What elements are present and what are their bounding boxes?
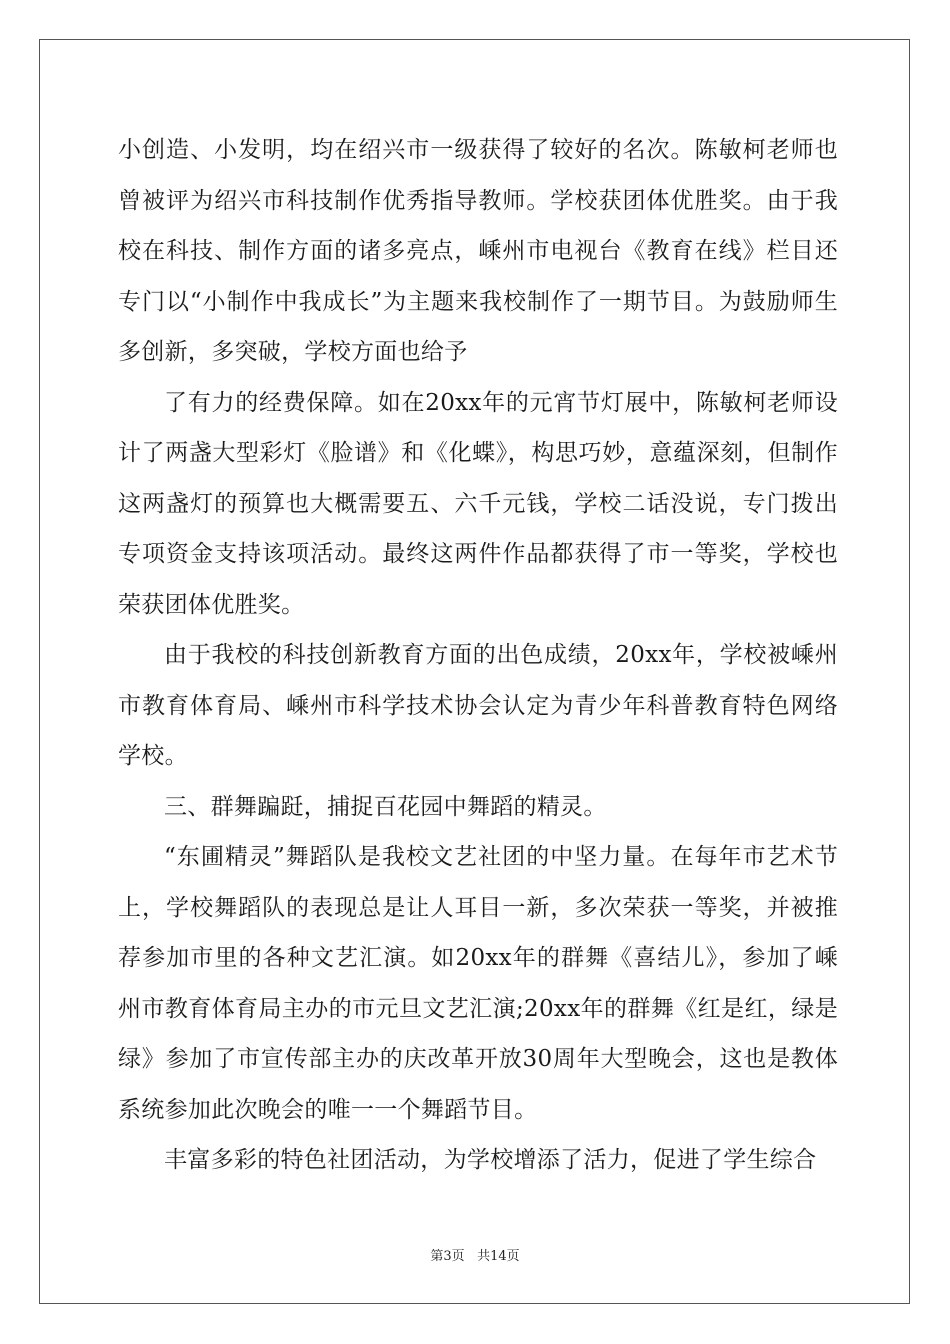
document-body (118, 125, 838, 1186)
paragraph-3: 由于我校的科技创新教育方面的出色成绩，20xx年，学校被嵊州市教育体育局、嵊州市科学技术协会认定为青少年科普教育特色网络学校。 (118, 642, 838, 769)
page-footer (0, 1245, 950, 1264)
page-number: 第3页 (430, 1249, 465, 1264)
section-heading: 三、群舞蹁跹，捕捉百花园中舞蹈的精灵。 (164, 793, 607, 820)
paragraph-6: 丰富多彩的特色社团活动，为学校增添了活力，促进了学生综合 (164, 1147, 817, 1173)
paragraph-1: 小创造、小发明，均在绍兴市一级获得了较好的名次。陈敏柯老师也曾被评为绍兴市科技制作优秀指导教师。学校获团体优胜奖。由于我校在科技、制作方面的诸多亮点，嵊州市电视台《教育在线》栏目还专门以“小制作中我成长”为主题来我校制作了一期节目。为鼓励师生多创新，多突破，学校方面也给予 (118, 137, 838, 365)
paragraph-5: “东圃精灵”舞蹈队是我校文艺社团的中坚力量。在每年市艺术节上，学校舞蹈队的表现总是让人耳目一新，多次荣获一等奖，并被推荐参加市里的各种文艺汇演。如20xx年的群舞《喜结儿》，参加了嵊州市教育体育局主办的市元旦文艺汇演;20xx年的群舞《红是红，绿是绿》参加了市宣传部主办的庆改革开放30周年大型晚会，这也是教体系统参加此次晚会的唯一一个舞蹈节目。 (118, 844, 838, 1123)
total-pages: 共14页 (477, 1249, 520, 1264)
paragraph-2: 了有力的经费保障。如在20xx年的元宵节灯展中，陈敏柯老师设计了两盏大型彩灯《脸谱》和《化蝶》，构思巧妙，意蕴深刻，但制作这两盏灯的预算也大概需要五、六千元钱，学校二话没说，专门拨出专项资金支持该项活动。最终这两件作品都获得了市一等奖，学校也荣获团体优胜奖。 (118, 389, 838, 618)
